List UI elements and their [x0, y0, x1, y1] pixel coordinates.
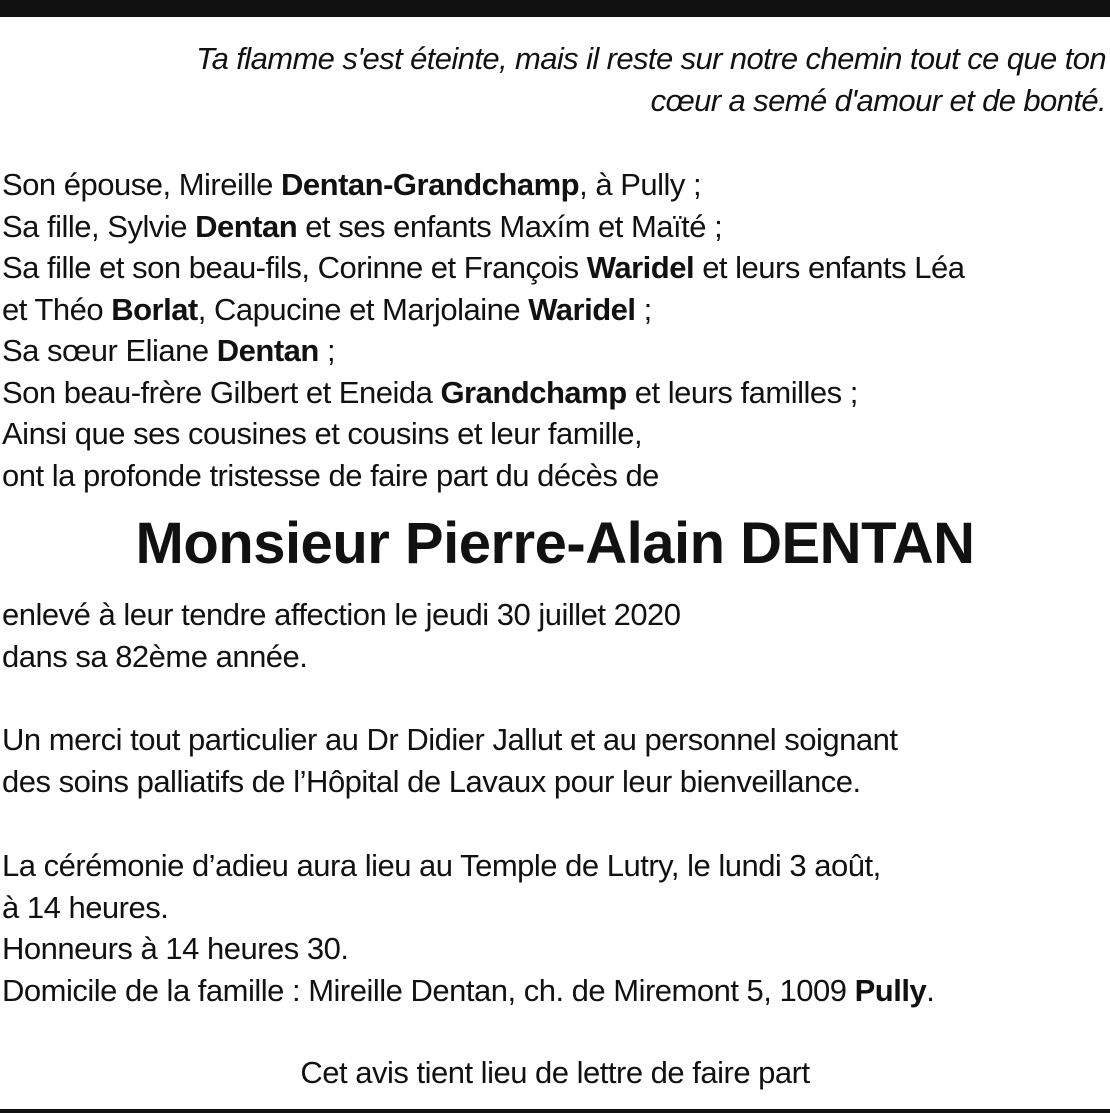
- text: ;: [318, 333, 336, 368]
- text: Domicile de la famille : Mireille Dentan, ch. de Miremont 5, 1009: [2, 972, 855, 1008]
- footer-note: Cet avis tient lieu de lettre de faire part: [300, 1055, 810, 1090]
- family-line-daughter-1: [2, 206, 1108, 248]
- thanks-paragraph: [2, 719, 1108, 802]
- epigraph: [6, 38, 1106, 122]
- family-line-spouse: [2, 164, 1108, 206]
- thanks-line-2: des soins palliatifs de l’Hôpital de Lavaux pour leur bienveillance.: [2, 763, 861, 799]
- surname: Grandchamp: [440, 374, 627, 410]
- age-line: dans sa 82ème année.: [2, 638, 308, 674]
- family-announcement: [2, 164, 1108, 496]
- text: Sa sœur Eliane: [2, 333, 217, 368]
- text: et leurs enfants Léa: [694, 250, 965, 285]
- surname: Borlat: [111, 291, 198, 327]
- ceremony-details: [2, 845, 1108, 1011]
- top-border: [0, 0, 1110, 17]
- text: .: [926, 972, 935, 1008]
- honours-line: Honneurs à 14 heures 30.: [2, 931, 349, 966]
- deceased-name: Monsieur Pierre-Alain DENTAN: [135, 511, 975, 576]
- text: Sa fille, Sylvie: [2, 208, 196, 244]
- epigraph-line-1: Ta flamme s'est éteinte, mais il reste sur notre chemin tout ce que ton: [196, 41, 1106, 76]
- epigraph-line-2: cœur a semé d'amour et de bonté.: [650, 83, 1106, 118]
- text: et leurs familles ;: [626, 374, 858, 410]
- surname: Dentan: [216, 333, 319, 368]
- text: Son épouse, Mireille: [2, 167, 281, 202]
- town: Pully: [854, 972, 927, 1008]
- family-line-sister: [2, 330, 1108, 372]
- text: ;: [635, 291, 652, 327]
- family-line-announcement: ont la profonde tristesse de faire part du décès de: [2, 457, 659, 493]
- family-line-daughter-2: [2, 247, 1108, 289]
- death-details: [2, 594, 1108, 677]
- family-line-brother-in-law: [2, 372, 1108, 414]
- death-date-line: enlevé à leur tendre affection le jeudi 30 juillet 2020: [2, 597, 681, 632]
- text: et Théo: [2, 291, 112, 327]
- surname: Waridel: [586, 250, 695, 285]
- text: Sa fille et son beau-fils, Corinne et François: [2, 250, 587, 285]
- ceremony-line-2: à 14 heures.: [2, 889, 169, 925]
- family-address-line: [2, 970, 1108, 1012]
- surname: Dentan: [195, 208, 298, 244]
- text: , à Pully ;: [579, 167, 702, 202]
- text: Son beau-frère Gilbert et Eneida: [2, 374, 441, 410]
- surname: Dentan-Grandchamp: [281, 167, 580, 202]
- surname: Waridel: [528, 291, 636, 327]
- text: , Capucine et Marjolaine: [197, 291, 529, 327]
- family-line-cousins: Ainsi que ses cousines et cousins et leur famille,: [2, 416, 643, 451]
- thanks-line-1: Un merci tout particulier au Dr Didier Jallut et au personnel soignant: [2, 722, 898, 757]
- family-line-grandchildren: [2, 289, 1108, 331]
- bottom-border: [0, 1109, 1110, 1113]
- text: et ses enfants Maxím et Maïté ;: [297, 208, 723, 244]
- ceremony-line-1: La cérémonie d’adieu aura lieu au Temple de Lutry, le lundi 3 août,: [2, 848, 881, 883]
